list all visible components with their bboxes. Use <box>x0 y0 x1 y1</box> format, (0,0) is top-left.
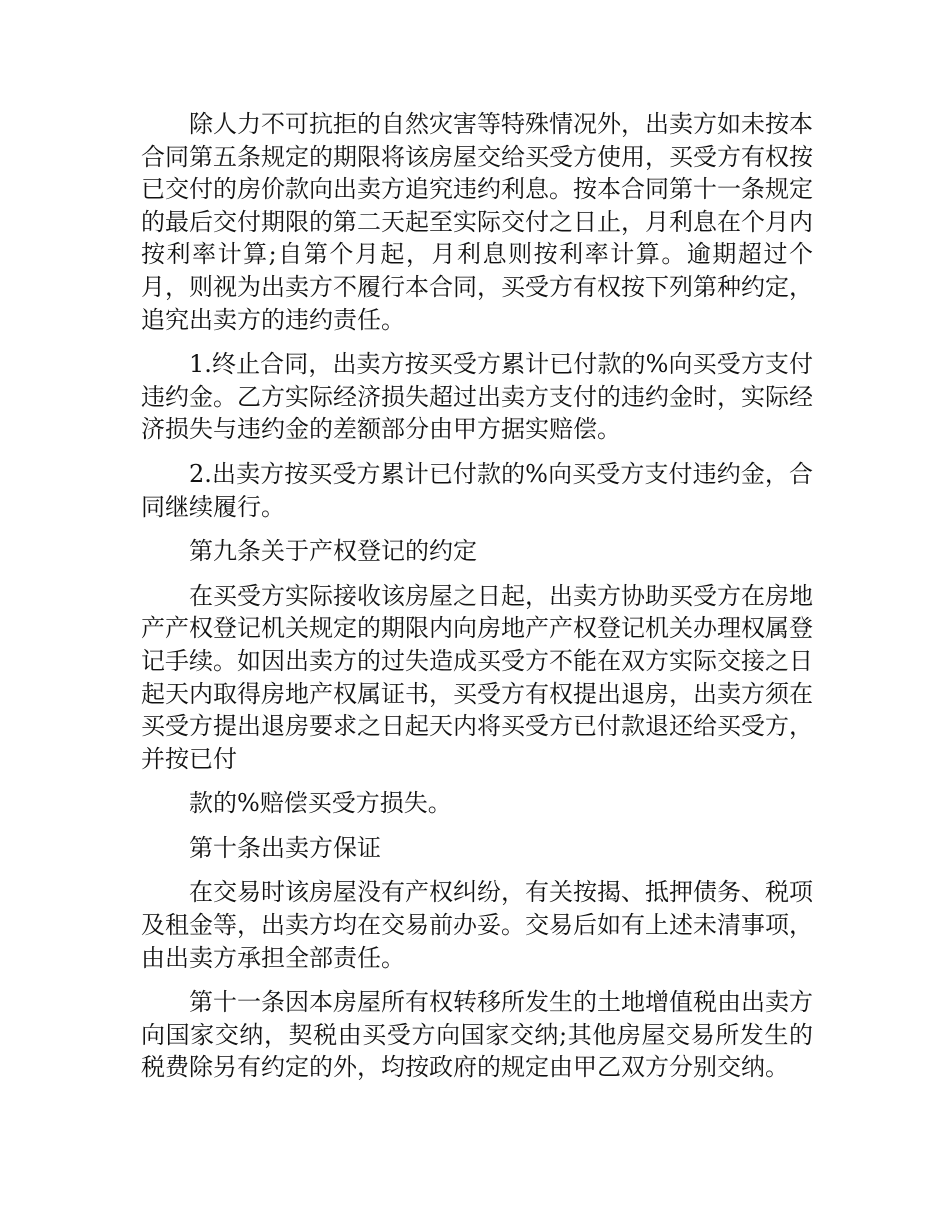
paragraph-compensation: 款的%赔偿买受方损失。 <box>189 789 452 818</box>
paragraph-option-2-continue: 2.出卖方按买受方累计已付款的%向买受方支付违约金，合同继续履行。 <box>141 459 813 521</box>
paragraph-seller-guarantee: 在交易时该房屋没有产权纠纷，有关按揭、抵押债务、税项及租金等，出卖方均在交易前办妥。交易后如有上述未清事项，由出卖方承担全部责任。 <box>141 878 813 972</box>
paragraph-article-11-taxes: 第十一条因本房屋所有权转移所发生的土地增值税由出卖方向国家交纳，契税由买受方向国家交纳;其他房屋交易所发生的税费除另有约定的外，均按政府的规定由甲乙双方分别交纳。 <box>141 988 813 1082</box>
paragraph-option-1-terminate: 1.终止合同，出卖方按买受方累计已付款的%向买受方支付违约金。乙方实际经济损失超过出卖方支付的违约金时，实际经济损失与违约金的差额部分由甲方据实赔偿。 <box>141 350 813 444</box>
paragraph-late-delivery-penalty: 除人力不可抗拒的自然灾害等特殊情况外，出卖方如未按本合同第五条规定的期限将该房屋交给买受方使用，买受方有权按已交付的房价款向出卖方追究违约利息。按本合同第十一条规定的最后交付期限的第二天起至实际交付之日止，月利息在个月内按利率计算;自第个月起，月利息则按利率计算。逾期超过个月，则视为出卖方不履行本合同，买受方有权按下列第种约定，追究出卖方的违约责任。 <box>141 110 813 334</box>
document-page <box>141 108 813 1096</box>
paragraph-title-registration: 在买受方实际接收该房屋之日起，出卖方协助买受方在房地产产权登记机关规定的期限内向房地产产权登记机关办理权属登记手续。如因出卖方的过失造成买受方不能在双方实际交接之日起天内取得房地产权属证书，买受方有权提出退房，出卖方须在买受方提出退房要求之日起天内将买受方已付款退还给买受方，并按已付 <box>141 581 813 773</box>
heading-article-9: 第九条关于产权登记的约定 <box>189 537 477 566</box>
heading-article-10: 第十条出卖方保证 <box>189 833 381 862</box>
